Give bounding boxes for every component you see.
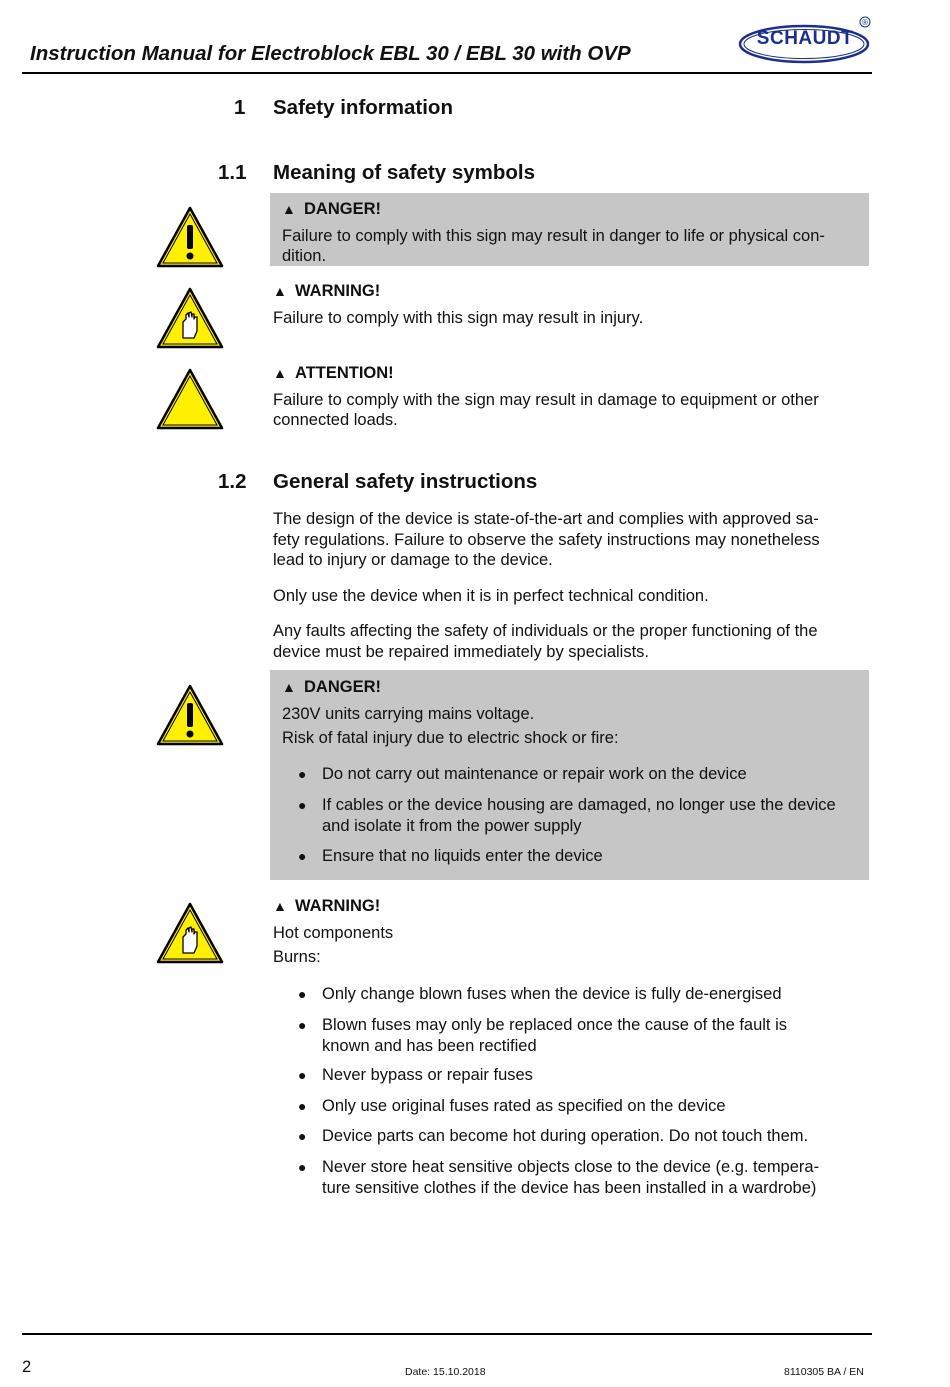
bullet-icon: ● (298, 848, 307, 864)
text-line: device must be repaired immediately by specialists. (273, 642, 649, 661)
attention-sign-icon (156, 367, 254, 433)
warning-text: Hot components (273, 923, 394, 942)
bullet-icon: ● (298, 1159, 307, 1175)
attention-text (273, 390, 873, 431)
bullet-icon: ● (298, 766, 307, 782)
text-line: lead to injury or damage to the device. (273, 551, 553, 569)
bullet-icon: ● (298, 1067, 307, 1083)
list-item (298, 764, 873, 785)
list-item-text: Blown fuses may only be replaced once the cause of the fault is (322, 1016, 788, 1034)
bullet-icon: ● (298, 1017, 307, 1033)
warning-sign-icon (156, 901, 254, 967)
danger-triangle-icon: ▲ (282, 679, 296, 695)
list-item (298, 1015, 873, 1056)
list-item-text: Only change blown fuses when the device is fully de-energised (322, 985, 782, 1003)
text-line: The design of the device is state-of-the-art and complies with approved sa- (273, 510, 819, 528)
section-number: 1.1 (218, 161, 247, 184)
paragraph (273, 621, 873, 662)
logo-text: SCHAUDT (756, 28, 854, 49)
danger-triangle-icon: ▲ (282, 201, 296, 217)
section-heading: Safety information (273, 96, 453, 119)
list-item (298, 1096, 873, 1117)
list-item-text: If cables or the device housing are damaged, no longer use the device (322, 796, 836, 814)
attention-triangle-icon: ▲ (273, 365, 287, 381)
danger-notice (282, 677, 872, 749)
bullet-icon: ● (298, 986, 307, 1002)
text-line: Failure to comply with this sign may result in danger to life or physical con- (282, 226, 825, 245)
footer-document-reference: 8110305 BA / EN (784, 1366, 864, 1378)
page-number: 2 (22, 1358, 32, 1376)
section-number: 1.2 (218, 470, 247, 493)
section-heading: General safety instructions (273, 470, 538, 493)
danger-sign-icon (156, 205, 254, 271)
attention-label: ATTENTION! (295, 364, 394, 382)
text-line: Failure to comply with the sign may result in damage to equipment or other (273, 390, 819, 409)
warning-text: Burns: (273, 948, 321, 966)
paragraph: Only use the device when it is in perfect technical condition. (273, 587, 709, 605)
warning-notice (273, 896, 873, 968)
danger-sign-icon (156, 683, 254, 749)
list-item-text: Never store heat sensitive objects close to the device (e.g. tempera- (322, 1158, 820, 1176)
attention-notice (273, 363, 873, 431)
bullet-icon: ● (298, 1098, 307, 1114)
header-divider (22, 72, 872, 74)
warning-label: WARNING! (295, 282, 381, 300)
list-item-text: Only use original fuses rated as specified on the device (322, 1097, 726, 1115)
danger-label: DANGER! (304, 200, 381, 218)
text-line: dition. (282, 247, 327, 265)
danger-notice (282, 199, 872, 267)
list-item-text: Never bypass or repair fuses (322, 1066, 533, 1084)
section-heading: Meaning of safety symbols (273, 161, 536, 184)
list-item (298, 846, 873, 867)
text-line: connected loads. (273, 411, 398, 429)
warning-text: Failure to comply with this sign may result in injury. (273, 308, 644, 327)
danger-label: DANGER! (304, 678, 381, 696)
warning-label: WARNING! (295, 897, 381, 915)
footer-divider (22, 1333, 872, 1335)
list-item (298, 984, 873, 1005)
bullet-icon: ● (298, 797, 307, 813)
list-item-text: ture sensitive clothes if the device has been installed in a wardrobe) (322, 1178, 817, 1197)
text-line: fety regulations. Failure to observe the safety instructions may nonetheless (273, 530, 820, 549)
document-title: Instruction Manual for Electroblock EBL 30 / EBL 30 with OVP (30, 42, 631, 65)
list-item-text: Ensure that no liquids enter the device (322, 847, 603, 865)
registered-mark: ® (862, 18, 868, 27)
list-item-text: Device parts can become hot during operation. Do not touch them. (322, 1127, 809, 1145)
list-item-text: and isolate it from the power supply (322, 816, 582, 835)
list-item-text: known and has been rectified (322, 1036, 537, 1055)
list-item-text: Do not carry out maintenance or repair work on the device (322, 765, 747, 783)
list-item (298, 1157, 873, 1198)
danger-text: 230V units carrying mains voltage. (282, 704, 535, 723)
warning-sign-icon (156, 286, 254, 352)
footer-date: Date: 15.10.2018 (405, 1366, 486, 1378)
danger-text (282, 226, 872, 267)
list-item (298, 1065, 873, 1086)
section-number: 1 (234, 96, 246, 119)
list-item (298, 795, 873, 836)
text-line: Any faults affecting the safety of individuals or the proper functioning of the (273, 622, 818, 640)
warning-notice (273, 281, 873, 328)
danger-text: Risk of fatal injury due to electric shock or fire: (282, 729, 619, 747)
bullet-icon: ● (298, 1128, 307, 1144)
warning-triangle-icon: ▲ (273, 898, 287, 914)
paragraph (273, 509, 873, 571)
warning-triangle-icon: ▲ (273, 283, 287, 299)
list-item (298, 1126, 873, 1147)
